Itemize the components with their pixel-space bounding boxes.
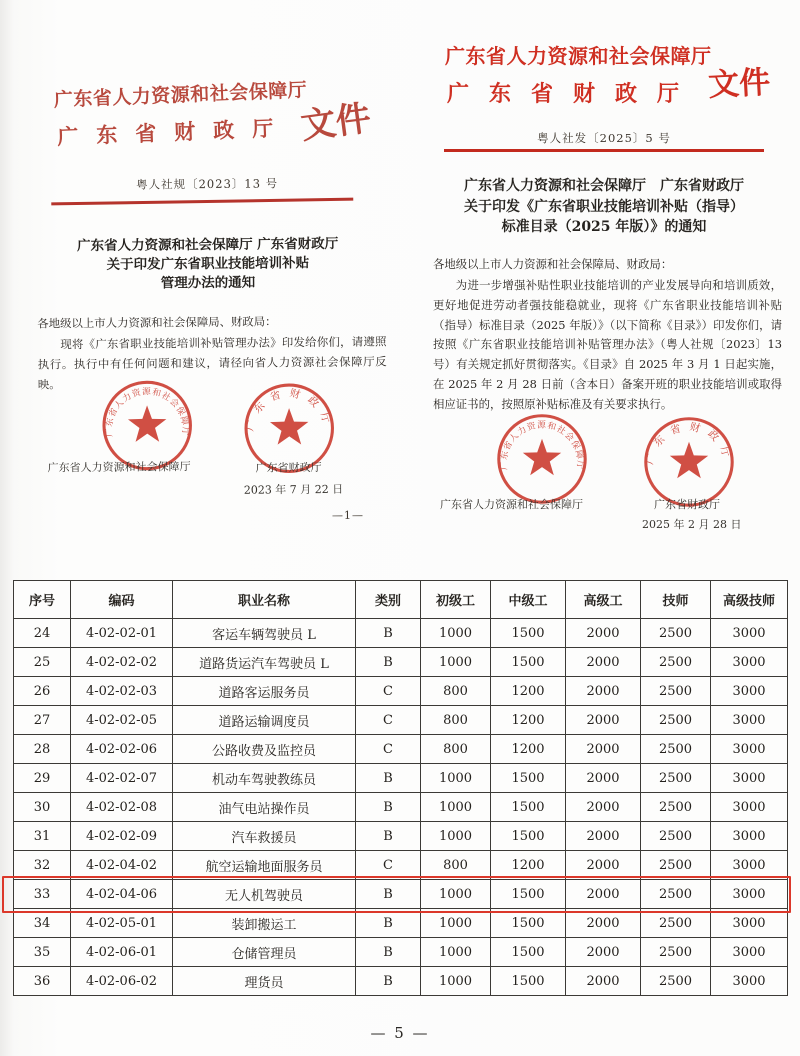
table-row: [14, 677, 788, 706]
document-page-number: —1—: [331, 508, 365, 522]
table-cell: 仓储管理员: [173, 938, 356, 967]
table-cell: 4-02-06-02: [71, 967, 173, 996]
table-cell: 2000: [566, 677, 641, 706]
official-document-left: [22, 26, 394, 544]
letterhead-right: [445, 40, 712, 108]
document-title-line3: 标准目录（2025 年版）》的通知: [501, 219, 707, 235]
table-cell: 道路客运服务员: [173, 677, 356, 706]
table-cell: B: [356, 880, 421, 909]
table-cell: 2000: [566, 909, 641, 938]
signature-agency-left: 广东省人力资源和社会保障厅: [47, 460, 191, 475]
table-cell: 2000: [566, 764, 641, 793]
table-cell: 2500: [641, 619, 711, 648]
table-cell: B: [356, 619, 421, 648]
table-cell: 理货员: [173, 967, 356, 996]
table-cell: 3000: [711, 938, 788, 967]
table-cell: 4-02-04-02: [71, 851, 173, 880]
agency-name-line1: 广东省人力资源和社会保障厅: [53, 79, 308, 112]
table-cell: 公路收费及监控员: [173, 735, 356, 764]
table-cell: 35: [14, 938, 71, 967]
table-cell: 1500: [491, 764, 566, 793]
table-cell: 1200: [491, 735, 566, 764]
table-cell: 2500: [641, 706, 711, 735]
document-word-label: 文件: [298, 97, 374, 148]
signature-agency-right: 广东省财政厅: [654, 498, 720, 511]
table-cell: B: [356, 793, 421, 822]
table-cell: 3000: [711, 706, 788, 735]
table-cell: C: [356, 677, 421, 706]
table-cell: 2000: [566, 735, 641, 764]
table-cell: 道路货运汽车驾驶员 L: [173, 648, 356, 677]
table-cell: 1000: [421, 764, 491, 793]
table-cell: 26: [14, 677, 71, 706]
document-title-line1: 广东省人力资源和社会保障厅 广东省财政厅: [464, 178, 744, 194]
table-cell: 1500: [491, 938, 566, 967]
table-cell: 1000: [421, 938, 491, 967]
table-cell: B: [356, 967, 421, 996]
table-cell: 36: [14, 967, 71, 996]
table-cell: 3000: [711, 909, 788, 938]
table-cell: 2500: [641, 851, 711, 880]
salutation: 各地级以上市人力资源和社会保障局、财政局：: [37, 314, 277, 331]
table-row: [14, 880, 788, 909]
table-cell: 2000: [566, 822, 641, 851]
table-cell: 32: [14, 851, 71, 880]
column-header: 中级工: [491, 581, 566, 619]
table-cell: 3000: [711, 793, 788, 822]
table-cell: 1000: [421, 909, 491, 938]
table-cell: 4-02-02-02: [71, 648, 173, 677]
svg-text:广东省人力资源和社会保障厅: 广东省人力资源和社会保障厅: [104, 387, 190, 438]
table-cell: 4-02-02-09: [71, 822, 173, 851]
table-cell: 客运车辆驾驶员 L: [173, 619, 356, 648]
document-title: [420, 176, 788, 238]
table-cell: 24: [14, 619, 71, 648]
table-cell: 3000: [711, 764, 788, 793]
table-cell: 1200: [491, 706, 566, 735]
table-cell: 4-02-02-07: [71, 764, 173, 793]
svg-text:广东省人力资源和社会保障厅: 广东省人力资源和社会保障厅: [499, 420, 585, 471]
table-cell: 3000: [711, 619, 788, 648]
table-cell: 2500: [641, 880, 711, 909]
agency-name-line2: 广东省财政厅: [447, 81, 700, 107]
table-cell: 汽车救援员: [173, 822, 356, 851]
document-title-line2: 关于印发《广东省职业技能培训补贴（指导）: [464, 198, 744, 215]
table-cell: 1000: [421, 619, 491, 648]
table-cell: 3000: [711, 648, 788, 677]
page-footer-number: — 5 —: [370, 1024, 430, 1042]
table-cell: 2500: [641, 967, 711, 996]
document-date: 2025 年 2 月 28 日: [642, 518, 742, 531]
table-cell: 2500: [641, 793, 711, 822]
star-icon: [270, 408, 309, 445]
table-cell: 3000: [711, 735, 788, 764]
table-cell: B: [356, 909, 421, 938]
column-header: 编码: [71, 581, 173, 619]
svg-text:广东省财政厅: 广东省财政厅: [643, 420, 735, 466]
table-cell: 1500: [491, 793, 566, 822]
table-cell: 25: [14, 648, 71, 677]
table-cell: 1000: [421, 648, 491, 677]
table-cell: 无人机驾驶员: [173, 880, 356, 909]
letterhead-left: [53, 75, 309, 151]
table-cell: 3000: [711, 822, 788, 851]
official-document-right: [420, 28, 788, 543]
table-cell: 31: [14, 822, 71, 851]
table-row: [14, 648, 788, 677]
table-cell: 800: [421, 735, 491, 764]
table-cell: 3000: [711, 851, 788, 880]
agency-name-line2: 广东省财政厅: [56, 114, 292, 150]
document-title-line2: 关于印发广东省职业技能培训补贴: [106, 255, 310, 273]
table-cell: 机动车驾驶教练员: [173, 764, 356, 793]
table-cell: 4-02-06-01: [71, 938, 173, 967]
column-header: 高级工: [566, 581, 641, 619]
table-row: [14, 851, 788, 880]
star-icon: [523, 439, 561, 475]
column-header: 初级工: [421, 581, 491, 619]
official-seal-finance-department-icon: [641, 413, 737, 509]
table-cell: C: [356, 735, 421, 764]
table-cell: 1000: [421, 880, 491, 909]
table-cell: 1000: [421, 793, 491, 822]
table-cell: B: [356, 822, 421, 851]
table-cell: 1500: [491, 648, 566, 677]
column-header: 职业名称: [173, 581, 356, 619]
table-cell: 航空运输地面服务员: [173, 851, 356, 880]
document-date: 2023 年 7 月 22 日: [243, 482, 344, 497]
table-row: [14, 706, 788, 735]
table-cell: 2000: [566, 648, 641, 677]
table-cell: 4-02-02-08: [71, 793, 173, 822]
table-cell: 油气电站操作员: [173, 793, 356, 822]
table-cell: 1000: [421, 967, 491, 996]
agency-name-line1: 广东省人力资源和社会保障厅: [445, 44, 712, 68]
table-cell: 30: [14, 793, 71, 822]
document-title: [24, 234, 392, 294]
table-cell: 装卸搬运工: [173, 909, 356, 938]
table-cell: 3000: [711, 677, 788, 706]
document-title-line3: 管理办法的通知: [160, 274, 256, 292]
table-cell: 2500: [641, 764, 711, 793]
column-header: 序号: [14, 581, 71, 619]
table-cell: 2000: [566, 967, 641, 996]
column-header: 高级技师: [711, 581, 788, 619]
table-cell: 33: [14, 880, 71, 909]
table-row: [14, 619, 788, 648]
table-row: [14, 793, 788, 822]
table-cell: 28: [14, 735, 71, 764]
table-cell: 1500: [491, 619, 566, 648]
table-header-row: [14, 581, 788, 619]
official-seal-hr-department-icon: [494, 410, 590, 506]
table-row: [14, 764, 788, 793]
table-cell: 3000: [711, 880, 788, 909]
column-header: 类别: [356, 581, 421, 619]
table-cell: B: [356, 764, 421, 793]
table-cell: 800: [421, 706, 491, 735]
svg-text:广东省财政厅: 广东省财政厅: [243, 387, 335, 433]
table-cell: 2000: [566, 880, 641, 909]
table-cell: C: [356, 706, 421, 735]
document-number: 粤人社规〔2023〕13 号: [136, 176, 279, 192]
table-row: [14, 822, 788, 851]
signature-agency-right: 广东省财政厅: [255, 461, 322, 475]
table-cell: 4-02-05-01: [71, 909, 173, 938]
signature-agency-left: 广东省人力资源和社会保障厅: [440, 498, 583, 511]
table-cell: 4-02-04-06: [71, 880, 173, 909]
subsidy-standards-table: [13, 580, 788, 996]
table-cell: 29: [14, 764, 71, 793]
table-cell: 1200: [491, 677, 566, 706]
table-row: [14, 909, 788, 938]
table-cell: 1500: [491, 880, 566, 909]
red-separator-line: [444, 149, 764, 152]
table-cell: 2000: [566, 619, 641, 648]
table-cell: 34: [14, 909, 71, 938]
table-cell: 1500: [491, 967, 566, 996]
table-cell: 2000: [566, 793, 641, 822]
table-cell: 2000: [566, 938, 641, 967]
red-separator-line: [51, 198, 353, 205]
table-cell: 800: [421, 851, 491, 880]
star-icon: [128, 405, 167, 442]
table-cell: 1500: [491, 822, 566, 851]
table-cell: 道路运输调度员: [173, 706, 356, 735]
table-cell: C: [356, 851, 421, 880]
table-cell: 1200: [491, 851, 566, 880]
document-word-label: 文件: [707, 64, 772, 104]
table-cell: 27: [14, 706, 71, 735]
table-cell: 2500: [641, 938, 711, 967]
table-cell: 1500: [491, 909, 566, 938]
salutation: 各地级以上市人力资源和社会保障局、财政局：: [433, 257, 673, 271]
table-cell: 4-02-02-03: [71, 677, 173, 706]
document-number: 粤人社发〔2025〕5 号: [537, 131, 671, 145]
table-cell: B: [356, 938, 421, 967]
star-icon: [670, 442, 708, 478]
body-paragraph: 为进一步增强补贴性职业技能培训的产业发展导向和培训质效，更好地促进劳动者强技能稳就业，现将《广东省职业技能培训补贴（指导）标准目录（2025 年版）》（以下简称《目录》）印发你们，请按照《广东省职业技能培训补贴管理办法》（粤人社规〔2023〕13 号）有关规定抓好贯彻落实。《目录》自 2025 年 3 月 1 日起实施，在 2025 年 2 月 28 日前（含本日）备案开班的职业技能培训或取得相应证书的，按照原补贴标准及有关要求执行。: [433, 278, 782, 411]
table-row: [14, 938, 788, 967]
table-cell: 2500: [641, 822, 711, 851]
table-row: [14, 967, 788, 996]
table-cell: 3000: [711, 967, 788, 996]
table-cell: 2500: [641, 677, 711, 706]
table-body: [14, 619, 788, 996]
document-title-line1: 广东省人力资源和社会保障厅 广东省财政厅: [76, 235, 339, 255]
table-cell: 4-02-02-01: [71, 619, 173, 648]
table-cell: 4-02-02-06: [71, 735, 173, 764]
body-paragraph: 现将《广东省职业技能培训补贴管理办法》印发给你们，请遵照执行。执行中有任何问题和建议，请径向省人力资源社会保障厅反映。: [37, 334, 387, 392]
table-cell: 2500: [641, 735, 711, 764]
table-cell: 2500: [641, 648, 711, 677]
table-cell: 4-02-02-05: [71, 706, 173, 735]
table-cell: 800: [421, 677, 491, 706]
table-cell: 2000: [566, 706, 641, 735]
table-cell: 2500: [641, 909, 711, 938]
table-cell: 2000: [566, 851, 641, 880]
table-cell: B: [356, 648, 421, 677]
table-cell: 1000: [421, 822, 491, 851]
column-header: 技师: [641, 581, 711, 619]
table-row: [14, 735, 788, 764]
